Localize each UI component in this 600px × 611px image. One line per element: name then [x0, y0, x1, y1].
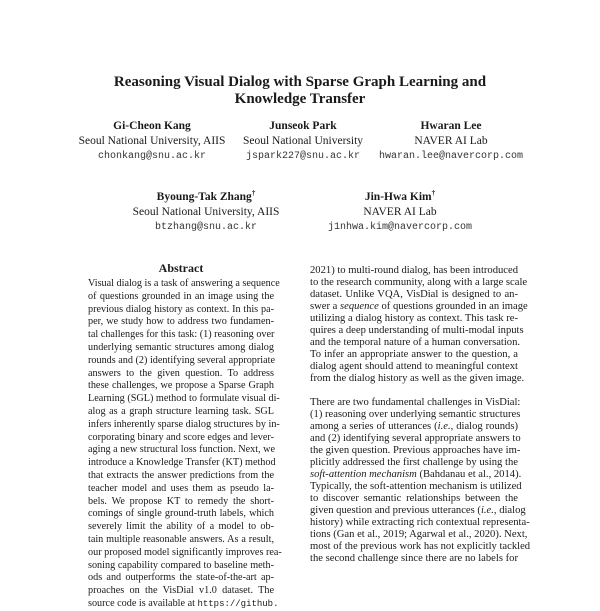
author-name — [300, 186, 500, 205]
body-line: the given question. Previous approaches have im- — [310, 445, 521, 456]
abstract-line: Learning (SGL) method to formulate visual di- — [88, 393, 280, 405]
body-line: 2021) to multi-round dialog, has been introduced — [310, 265, 519, 276]
abstract-line: these challenges, we propose a Sparse Graph — [88, 380, 274, 392]
body-line: history) while extracting rich contextual representa- — [310, 517, 530, 528]
author-email[interactable]: j1nhwa.kim@navercorp.com — [327, 221, 473, 233]
author-email[interactable]: jspark227@snu.ac.kr — [245, 151, 361, 162]
body-text: , dialog — [493, 505, 526, 516]
body-line: most of the previous work has not explicitly tackled — [310, 541, 531, 552]
body-line: utilizing a dialog history as context. This task re- — [310, 313, 518, 324]
author-name — [106, 186, 306, 205]
abstract-line: aging a new structural loss function. Next, we — [88, 444, 276, 456]
body-line — [310, 301, 528, 313]
abstract-line: introduce a Knowledge Transfer (KT) method — [88, 457, 276, 469]
abstract-line: corporating binary and score edges and lever- — [88, 431, 274, 443]
emphasis-text: soft-attention mechanism — [310, 469, 417, 480]
abstract-line: tal challenges for this task: (1) reasoning over — [88, 329, 275, 341]
body-line: to the research community, along with a large scale — [310, 277, 528, 288]
abstract-line: underlying semantic structures among dialog — [88, 341, 274, 353]
abstract-line: previous dialog history as context. In this pa- — [88, 303, 274, 315]
author-name — [351, 119, 551, 134]
body-line: Typically, the soft-attention mechanism is utilized — [310, 481, 522, 492]
author-name-text: Jin-Hwa Kim — [364, 190, 432, 203]
abstract-heading: Abstract — [158, 261, 204, 275]
body-line: to discover semantic relationships between the — [310, 493, 518, 504]
body-text: (Bahdanau et al., 2014). — [416, 469, 522, 480]
abstract-line: tain multiple reasonable answers. As a result, — [88, 533, 274, 545]
body-line — [310, 505, 526, 517]
abstract-line: Visual dialog is a task of answering a sequence — [88, 278, 280, 289]
body-line: dataset. Unlike VQA, VisDial is designed to an- — [310, 289, 518, 300]
abstract-body — [88, 278, 282, 611]
author-name-text: Byoung-Tak Zhang — [156, 190, 252, 203]
author-name-text: Gi-Cheon Kang — [113, 120, 191, 132]
body-line: plicitly addressed the first challenge by using the — [310, 457, 518, 468]
body-line: quires a deep understanding of multi-modal inputs — [310, 325, 524, 336]
abstract-line: bels. We propose KT to remedy the short- — [88, 495, 274, 507]
body-text: swer a — [310, 301, 341, 312]
body-line — [310, 421, 518, 433]
corresponding-mark: † — [251, 189, 256, 197]
abstract-line: rounds and (2) identifying several appropriate — [88, 354, 275, 366]
emphasis-text: i.e. — [480, 505, 494, 516]
abstract-line: of questions grounded in an image using the — [88, 290, 274, 302]
title-line: Knowledge Transfer — [234, 91, 366, 107]
author-name-text: Junseok Park — [269, 120, 337, 132]
abstract-line: our proposed model significantly improves rea- — [88, 546, 282, 558]
corresponding-mark: † — [431, 189, 436, 197]
body-line: and the temporal nature of a human conversation. — [310, 337, 521, 348]
body-line: from the dialog history as well as the given image. — [310, 373, 525, 384]
emphasis-text: i.e. — [437, 421, 451, 432]
abstract-line: answers to the given question. To address — [88, 367, 274, 379]
body-line: and (2) identifying several appropriate answers to — [310, 433, 521, 444]
body-line: (1) reasoning over underlying semantic structures — [310, 409, 521, 420]
body-text: among a series of utterances ( — [310, 421, 438, 432]
paper-title — [0, 74, 600, 108]
abstract-line: ods and outperforms the state-of-the-art ap- — [88, 572, 274, 584]
paragraph-gap — [310, 385, 518, 397]
author-email[interactable]: btzhang@snu.ac.kr — [154, 221, 258, 233]
body-text: given question and previous utterances ( — [310, 505, 481, 516]
author-affiliation: NAVER AI Lab — [414, 135, 488, 147]
author-block — [106, 186, 306, 235]
source-code-link[interactable]: https://github. — [197, 598, 279, 609]
author-affiliation: Seoul National University, AIIS — [78, 135, 226, 147]
title-line: Reasoning Visual Dialog with Sparse Graph Learning and — [113, 74, 487, 90]
body-text: , dialog rounds) — [450, 421, 518, 432]
abstract-line: soning capability compared to baseline meth- — [88, 559, 274, 571]
abstract-line: infers inherently sparse dialog structures by in- — [88, 418, 280, 430]
author-block — [300, 186, 500, 235]
body-line: dialog agent should attend to meaningful context — [310, 361, 518, 372]
author-name-text: Hwaran Lee — [420, 120, 482, 132]
abstract-line-text: source code is available at — [88, 597, 198, 609]
introduction-body — [310, 265, 531, 565]
abstract-line: per, we study how to address two fundamen- — [88, 316, 274, 328]
author-email[interactable]: chonkang@snu.ac.kr — [97, 151, 207, 162]
abstract-line: alog as a graph structure learning task. SGL — [88, 405, 274, 417]
body-line: There are two fundamental challenges in VisDial: — [310, 397, 521, 408]
emphasis-text: sequence — [340, 301, 379, 312]
body-line — [310, 469, 522, 481]
author-affiliation: Seoul National University, AIIS — [132, 205, 280, 218]
author-email[interactable]: hwaran.lee@navercorp.com — [378, 151, 524, 162]
body-line: To infer an appropriate answer to the question, a — [310, 349, 518, 360]
author-block — [351, 119, 551, 164]
abstract-line: teacher model and uses them as pseudo la- — [88, 482, 274, 494]
abstract-line: comings of single ground-truth labels, which — [88, 508, 274, 520]
author-affiliation: NAVER AI Lab — [363, 205, 437, 218]
abstract-line: that extracts the answer predictions from the — [88, 469, 274, 481]
abstract-line: proaches on the VisDial v1.0 dataset. The — [88, 585, 274, 597]
abstract-line: severely limit the ability of a model to ob- — [88, 521, 274, 533]
body-text: of questions grounded in an image — [378, 301, 528, 312]
author-affiliation: Seoul National University — [242, 135, 364, 147]
body-line: the second challenge since there are no labels for — [310, 553, 518, 564]
body-line: tions (Gan et al., 2019; Agarwal et al., 2020). Next, — [310, 529, 528, 540]
